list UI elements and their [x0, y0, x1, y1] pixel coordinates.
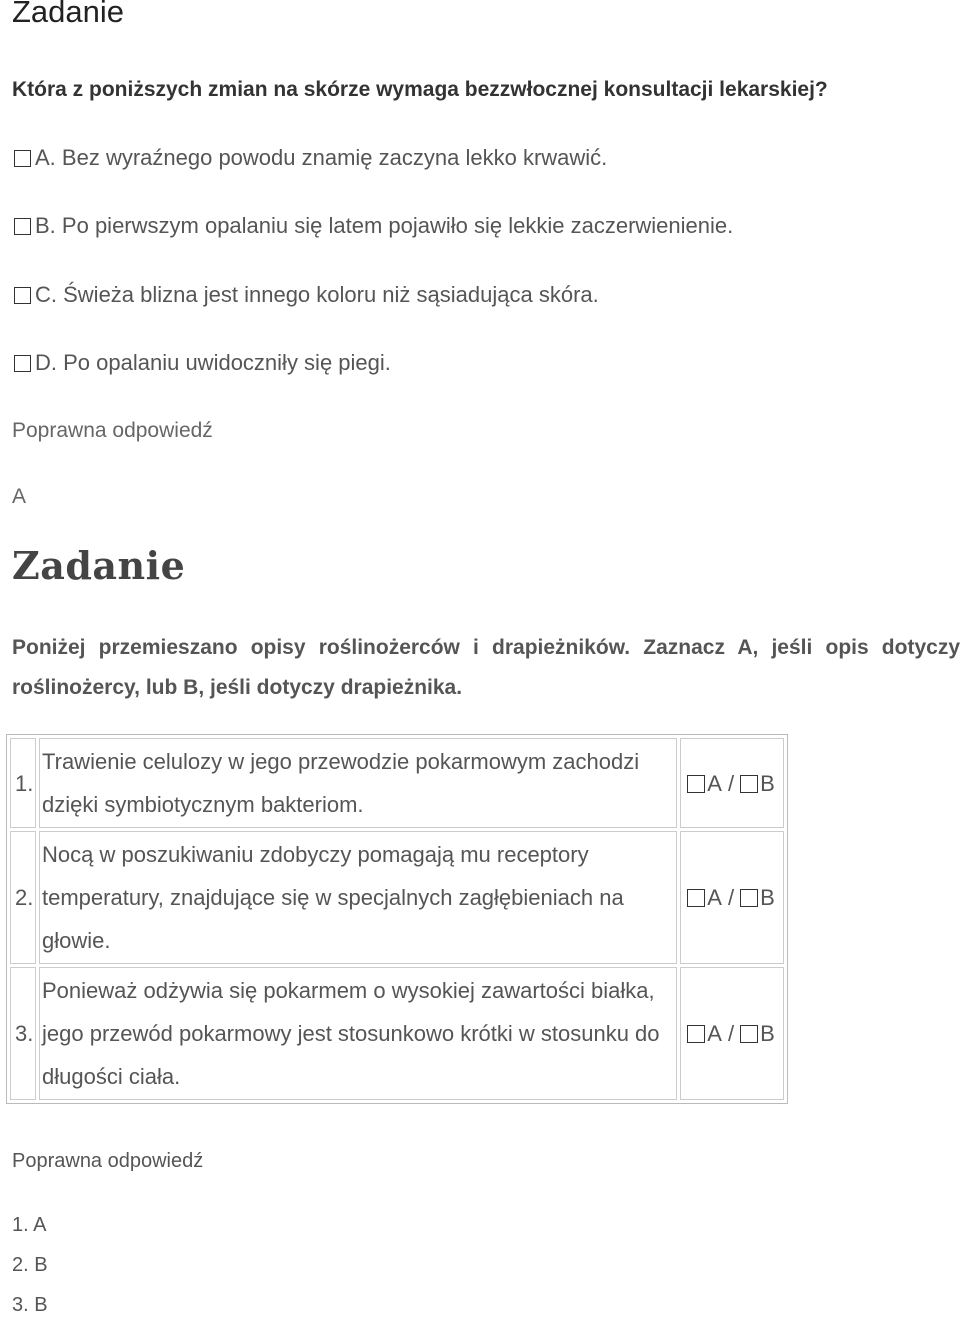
option-d-text: Po opalaniu uwidoczniły się piegi.: [63, 350, 391, 375]
row-text: Nocą w poszukiwaniu zdobyczy pomagają mu receptory temperatury, znajdujące się w specjalnych zagłębieniach na głowie.: [39, 831, 677, 964]
row-number: 2.: [10, 831, 36, 964]
choice-cell: [680, 967, 784, 1100]
table-row: [10, 831, 784, 964]
option-c-text: Świeża blizna jest innego koloru niż sąsiadująca skóra.: [63, 282, 599, 307]
answer-item: 2. B: [12, 1254, 48, 1276]
choice-separator: /: [727, 770, 735, 796]
answer-label-1: Poprawna odpowiedź: [12, 419, 213, 442]
choice-separator: /: [727, 885, 735, 910]
answer-table: [6, 734, 788, 1104]
answer-item: 1. A: [12, 1214, 47, 1236]
checkbox-a[interactable]: [687, 1025, 705, 1043]
table-row: [10, 967, 784, 1100]
option-d[interactable]: [14, 350, 391, 376]
answer-item: 3. B: [12, 1294, 48, 1316]
section-title-2: Zadanie: [12, 543, 186, 588]
option-d-letter: D.: [35, 350, 57, 375]
option-a-text: Bez wyraźnego powodu znamię zaczyna lekko krwawić.: [61, 145, 608, 170]
checkbox-d[interactable]: [14, 355, 31, 372]
choice-separator: /: [727, 1021, 735, 1046]
choice-b-label: B: [760, 1021, 775, 1046]
option-b-text: Po pierwszym opalaniu się latem pojawiło się lekkie zaczerwienienie.: [61, 213, 734, 238]
option-b[interactable]: [14, 213, 733, 239]
question-1: Która z poniższych zmian na skórze wymaga bezzwłocznej konsultacji lekarskiej?: [12, 78, 828, 101]
answer-1: A: [12, 485, 27, 508]
checkbox-b[interactable]: [740, 1025, 758, 1043]
option-c-letter: C.: [35, 282, 57, 307]
row-text: Ponieważ odżywia się pokarmem o wysokiej zawartości białka, jego przewód pokarmowy jest stosunkowo krótki w stosunku do długości ciała.: [39, 967, 677, 1100]
option-b-letter: B.: [35, 213, 56, 238]
page-title: Zadanie: [12, 0, 125, 29]
checkbox-a[interactable]: [14, 150, 31, 167]
choice-a-label: A: [707, 770, 722, 796]
answers-block: [12, 1141, 203, 1325]
choice-b-label: B: [760, 770, 775, 796]
option-a-letter: A.: [35, 145, 56, 170]
row-number: 1.: [10, 738, 36, 828]
answer-label-2: Poprawna odpowiedź: [12, 1150, 204, 1172]
choice-cell: [680, 738, 784, 828]
choice-b-label: B: [760, 885, 775, 910]
option-c[interactable]: [14, 282, 599, 308]
checkbox-b[interactable]: [14, 218, 31, 235]
choice-a-label: A: [707, 1021, 722, 1046]
option-a[interactable]: [14, 145, 607, 171]
checkbox-c[interactable]: [14, 287, 31, 304]
checkbox-b[interactable]: [740, 889, 758, 907]
checkbox-b[interactable]: [740, 775, 758, 793]
choice-a-label: A: [707, 885, 722, 910]
row-number: 3.: [10, 967, 36, 1100]
checkbox-a[interactable]: [687, 775, 705, 793]
table-row: [10, 738, 784, 828]
question-2: Poniżej przemieszano opisy roślinożerców i drapieżników. Zaznacz A, jeśli opis dotyczy roślinożercy, lub B, jeśli dotyczy drapieżnika.: [12, 636, 960, 699]
choice-cell: [680, 831, 784, 964]
checkbox-a[interactable]: [687, 889, 705, 907]
row-text: Trawienie celulozy w jego przewodzie pokarmowym zachodzi dzięki symbiotycznym bakteriom.: [39, 738, 677, 828]
